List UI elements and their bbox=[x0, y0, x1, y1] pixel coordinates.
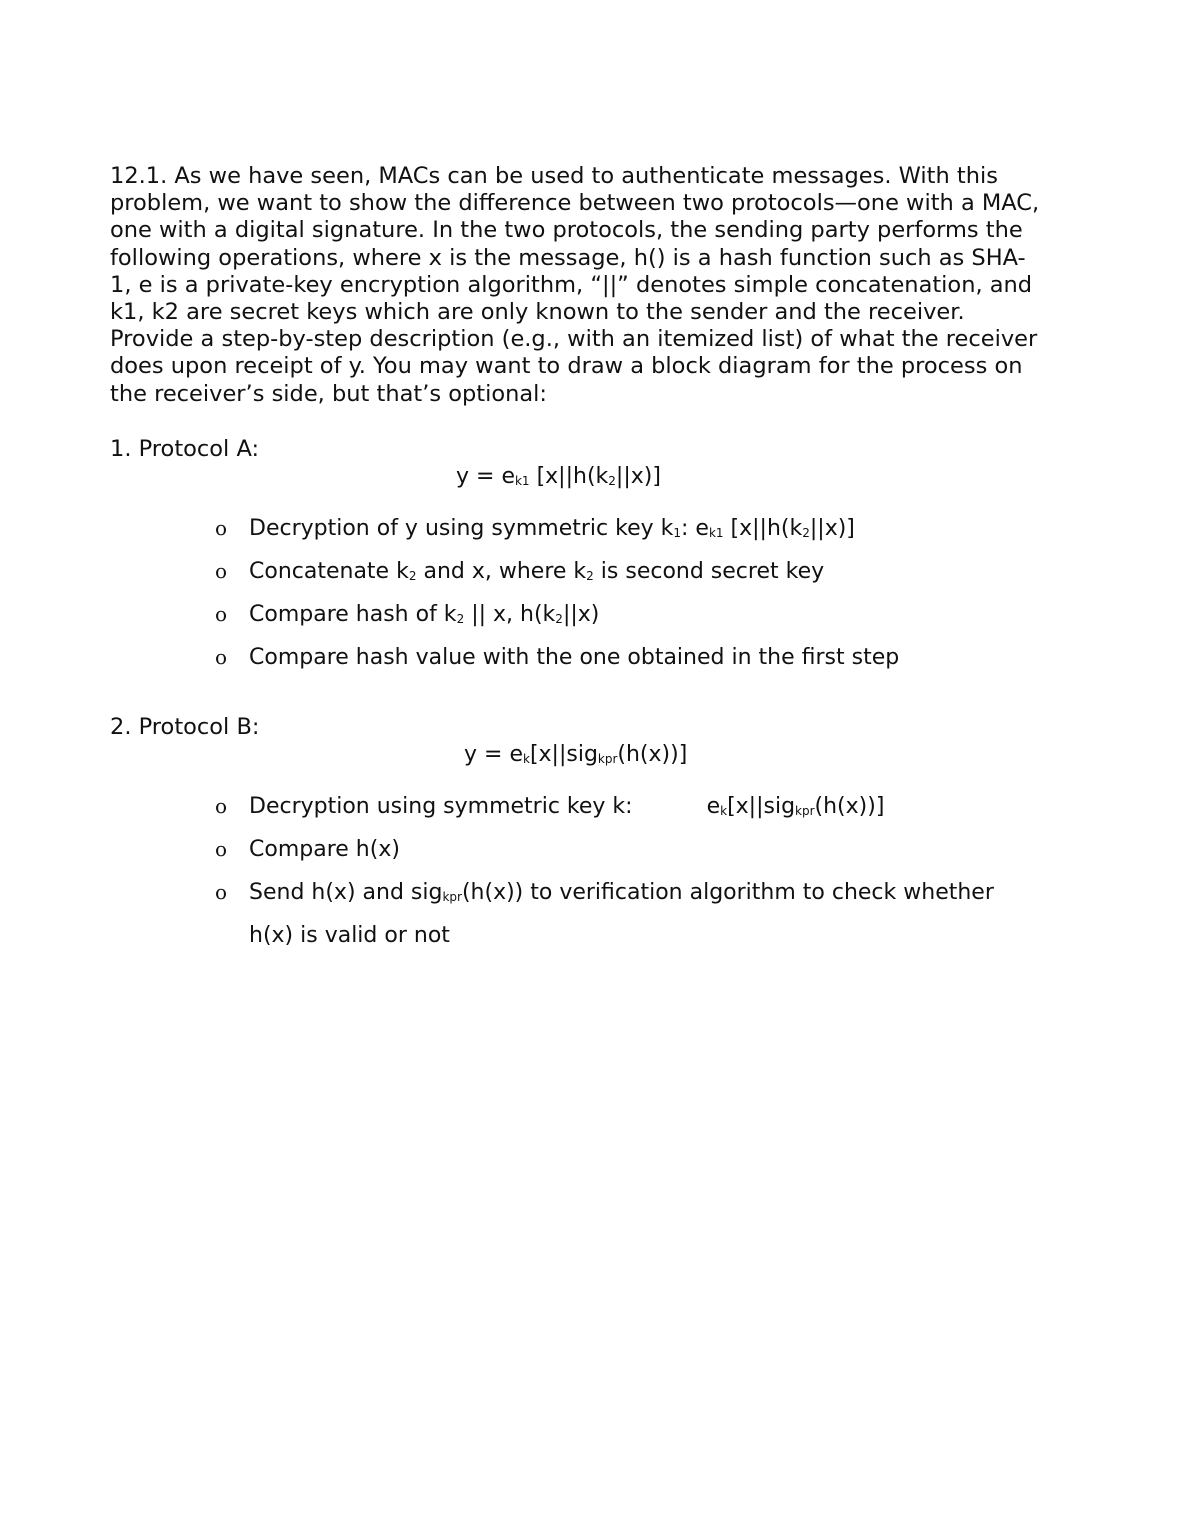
protocol-a-heading: 1. Protocol A: bbox=[110, 435, 260, 462]
list-item: o Concatenate $k_2$ and x, where $k_2$ is second secret key bbox=[110, 550, 1085, 593]
bullet-icon: o bbox=[215, 515, 228, 540]
protocol-a-formula: $y = e_{k1}$ $[x||h(k_2||x)]$ bbox=[456, 463, 661, 489]
problem-line: one with a digital signature. In the two protocols, the sending party performs the bbox=[110, 217, 1023, 244]
problem-statement bbox=[110, 163, 1085, 408]
protocol-a-steps bbox=[110, 507, 1085, 679]
protocol-b-steps bbox=[110, 785, 1085, 957]
problem-line: k1, k2 are secret keys which are only known to the sender and the receiver. bbox=[110, 299, 965, 326]
bullet-icon: o bbox=[215, 836, 228, 861]
list-item-continuation: h(x) is valid or not bbox=[249, 922, 450, 948]
problem-line: problem, we want to show the difference between two protocols—one with a MAC, bbox=[110, 190, 1040, 217]
bullet-icon: o bbox=[215, 793, 228, 818]
list-item: o Decryption of y using symmetric key $k_1$: $e_{k1}$ $[x||h(k_2||x)]$ bbox=[110, 507, 1085, 550]
list-item: o Send h(x) and sig$_{kpr}$(h(x)) to verification algorithm to check whether h(x) is valid or not bbox=[110, 871, 1085, 957]
bullet-icon: o bbox=[215, 558, 228, 583]
bullet-icon: o bbox=[215, 601, 228, 626]
bullet-icon: o bbox=[215, 644, 228, 669]
bullet-icon: o bbox=[215, 879, 228, 904]
protocol-b-formula: $y = e_k[x||sig_{kpr}(h(x))]$ bbox=[464, 741, 688, 767]
problem-line: 1, e is a private-key encryption algorithm, “||” denotes simple concatenation, and bbox=[110, 271, 1033, 298]
document-page bbox=[110, 163, 1085, 957]
problem-line: Provide a step-by-step description (e.g., with an itemized list) of what the receiver bbox=[110, 326, 1038, 353]
list-item: o Decryption using symmetric key k: $e_k[x||sig_{kpr}(h(x))]$ bbox=[110, 785, 1085, 828]
list-item: o Compare hash of $k_2$ || x, $h(k_2||x)$ bbox=[110, 593, 1085, 636]
problem-line: 12.1. As we have seen, MACs can be used to authenticate messages. With this bbox=[110, 163, 998, 189]
problem-line: does upon receipt of y. You may want to draw a block diagram for the process on bbox=[110, 353, 1023, 380]
list-item: o Compare h(x) bbox=[110, 828, 1085, 871]
problem-line: the receiver’s side, but that’s optional: bbox=[110, 380, 547, 407]
protocol-b-heading: 2. Protocol B: bbox=[110, 713, 260, 740]
problem-line: following operations, where x is the message, h() is a hash function such as SHA- bbox=[110, 244, 1026, 271]
list-item: o Compare hash value with the one obtained in the first step bbox=[110, 636, 1085, 679]
